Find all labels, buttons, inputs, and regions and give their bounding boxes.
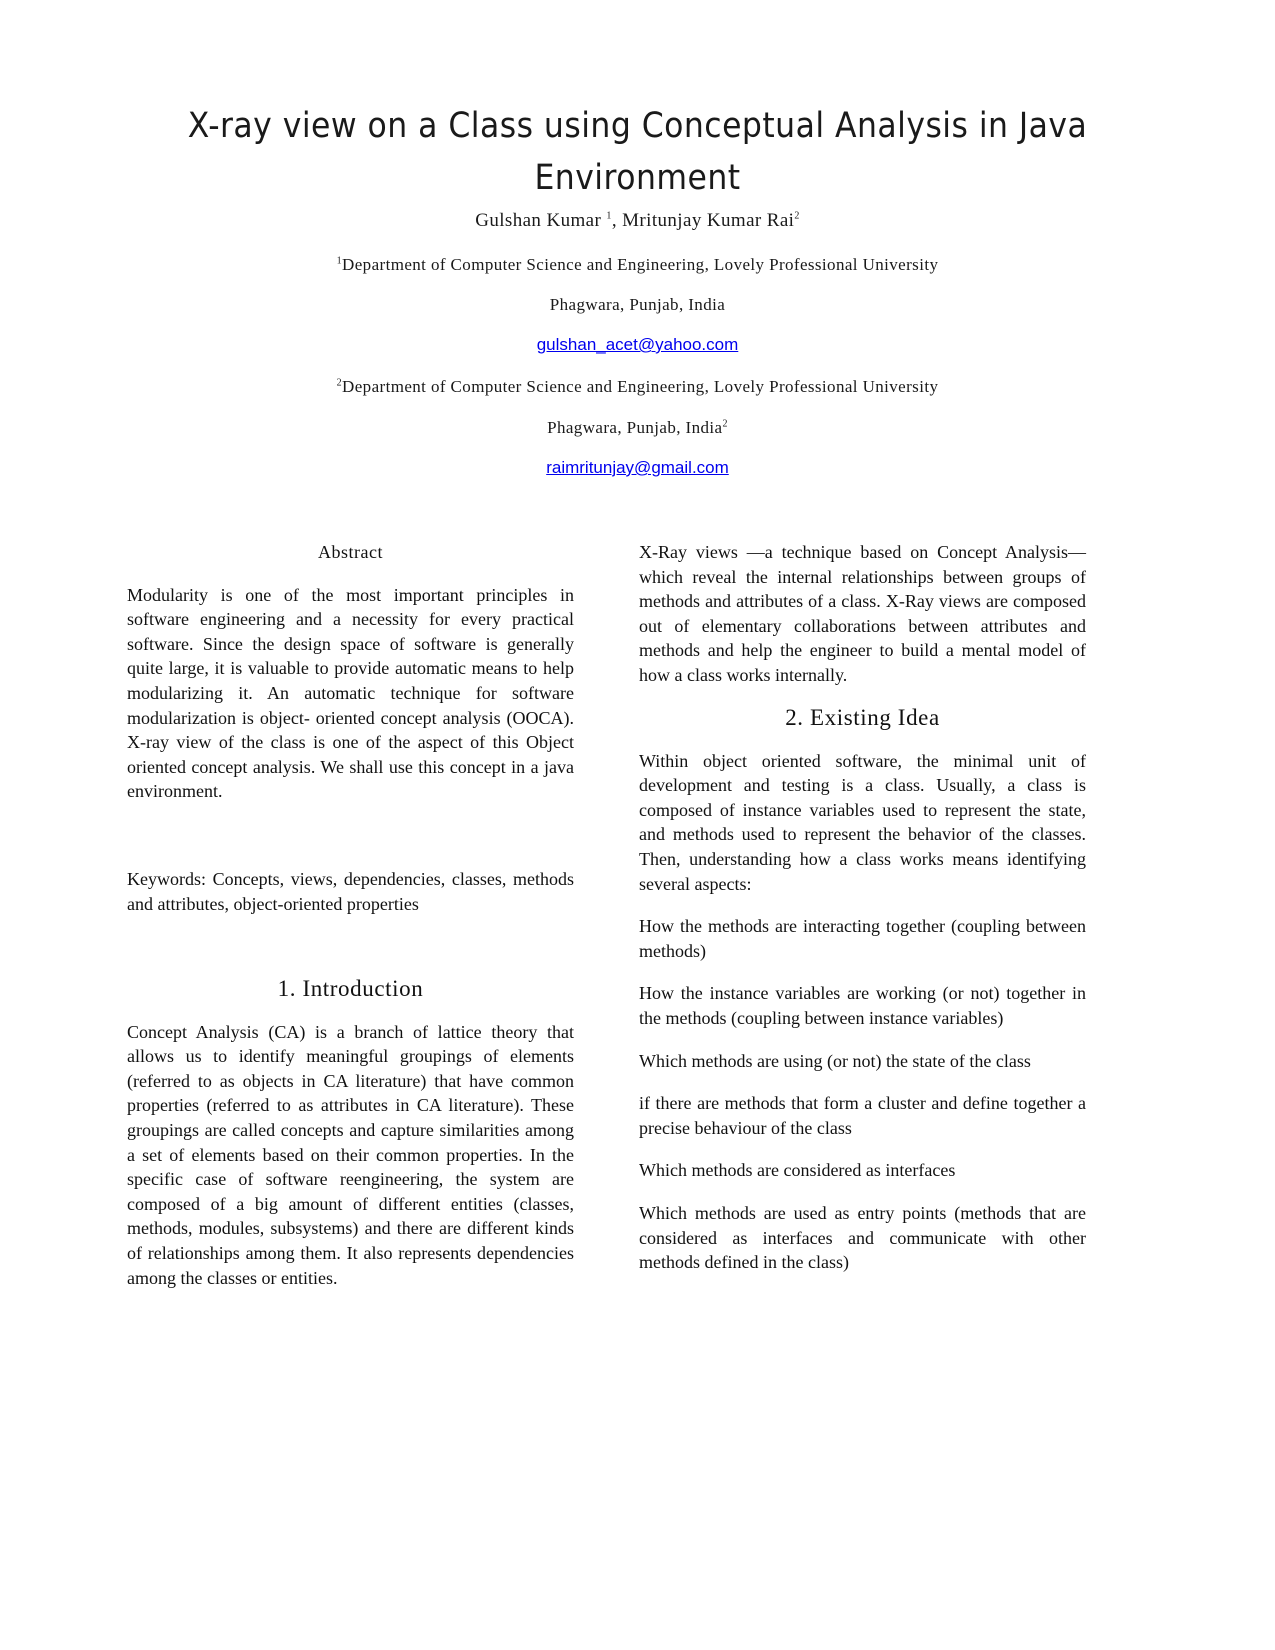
existing-idea-heading: 2. Existing Idea (785, 705, 940, 730)
keywords-text: Keywords: Concepts, views, dependencies, classes, methods and attributes, object-oriented properties (127, 869, 574, 914)
email-link-author-2[interactable]: raimritunjay@gmail.com (546, 458, 729, 477)
keywords-section (127, 867, 574, 916)
affiliation-1-location-text: Phagwara, Punjab, India (549, 295, 726, 314)
abstract-heading: Abstract (318, 542, 383, 562)
author-1-affiliation-mark: 1 (606, 210, 612, 222)
affiliation-2-department (0, 377, 1275, 397)
affiliation-1-email-line (0, 335, 1275, 355)
aspect-item: Which methods are considered as interfaces (639, 1160, 956, 1181)
abstract-text: Modularity is one of the most important principles in software engineering and a necessity for every practical software. Since the design space of software is generally quite large, it is valuable to provide automatic means to help modularizing it. An automatic technique for software modularization is object- oriented concept analysis (OOCA). X-ray view of the class is one of the aspect of this Object oriented concept analysis. We shall use this concept in a java environment. (127, 584, 574, 802)
affiliation-2-department-text: Department of Computer Science and Engineering, Lovely Professional University (342, 377, 939, 396)
affiliation-1-location (0, 295, 1275, 315)
xray-paragraph: X-Ray views —a technique based on Concept Analysis— which reveal the internal relationships between groups of methods and attributes of a class. X-Ray views are composed out of elementary collaborations between attributes and methods and help the engineer to build a mental model of how a class works internally. (639, 542, 1086, 685)
affiliation-2-location-text: Phagwara, Punjab, India (547, 418, 723, 437)
introduction-heading: 1. Introduction (277, 976, 424, 1001)
email-link-author-1[interactable]: gulshan_acet@yahoo.com (536, 335, 739, 354)
title-line-1: X-ray view on a Class using Conceptual Analysis in Java (187, 106, 1088, 146)
aspect-item: Which methods are used as entry points (methods that are considered as interfaces and communicate with other methods defined in the class) (639, 1202, 1086, 1273)
introduction-section (127, 977, 574, 1290)
author-2: Mritunjay Kumar Rai (622, 210, 795, 231)
aspect-item: How the instance variables are working (or not) together in the methods (coupling between instance variables) (639, 983, 1086, 1028)
author-1: Gulshan Kumar (475, 210, 602, 231)
introduction-text: Concept Analysis (CA) is a branch of lattice theory that allows us to identify meaningful groupings of elements (referred to as objects in CA literature) that have common properties (referred to as attributes in CA literature). These groupings are called concepts and capture similarities among a set of elements based on their common properties. In the specific case of software reengineering, the system are composed of a big amount of different entities (classes, methods, modules, subsystems) and there are different kinds of relationships among them. It also represents dependencies among the classes or entities. (127, 1021, 574, 1288)
xray-paragraph-section (639, 540, 1086, 688)
aspect-item: Which methods are using (or not) the state of the class (639, 1050, 1031, 1071)
existing-idea-text: Within object oriented software, the minimal unit of development and testing is a class. Usually, a class is composed of instance variables used to represent the state, and methods used to represent the behavior of the classes. Then, understanding how a class works means identifying several aspects: (639, 750, 1086, 894)
affiliation-1-mark: 1 (336, 255, 343, 267)
abstract-section (127, 540, 574, 804)
affiliation-2-mark: 2 (336, 377, 343, 389)
author-list (0, 210, 1275, 232)
paper-title (154, 100, 1122, 204)
affiliation-2-location (0, 418, 1275, 438)
affiliation-1-department-text: Department of Computer Science and Engineering, Lovely Professional University (342, 255, 939, 274)
title-line-2: Environment (534, 158, 741, 198)
affiliation-1-department (0, 255, 1275, 275)
existing-idea-section (639, 706, 1086, 1275)
affiliation-2-email-line (0, 458, 1275, 478)
author-2-affiliation-mark: 2 (794, 210, 800, 222)
aspect-item: if there are methods that form a cluster and define together a precise behaviour of the class (639, 1093, 1086, 1138)
aspect-item: How the methods are interacting together (coupling between methods) (639, 916, 1086, 961)
author-separator: , (611, 210, 623, 231)
affiliation-2-location-mark: 2 (722, 418, 728, 430)
